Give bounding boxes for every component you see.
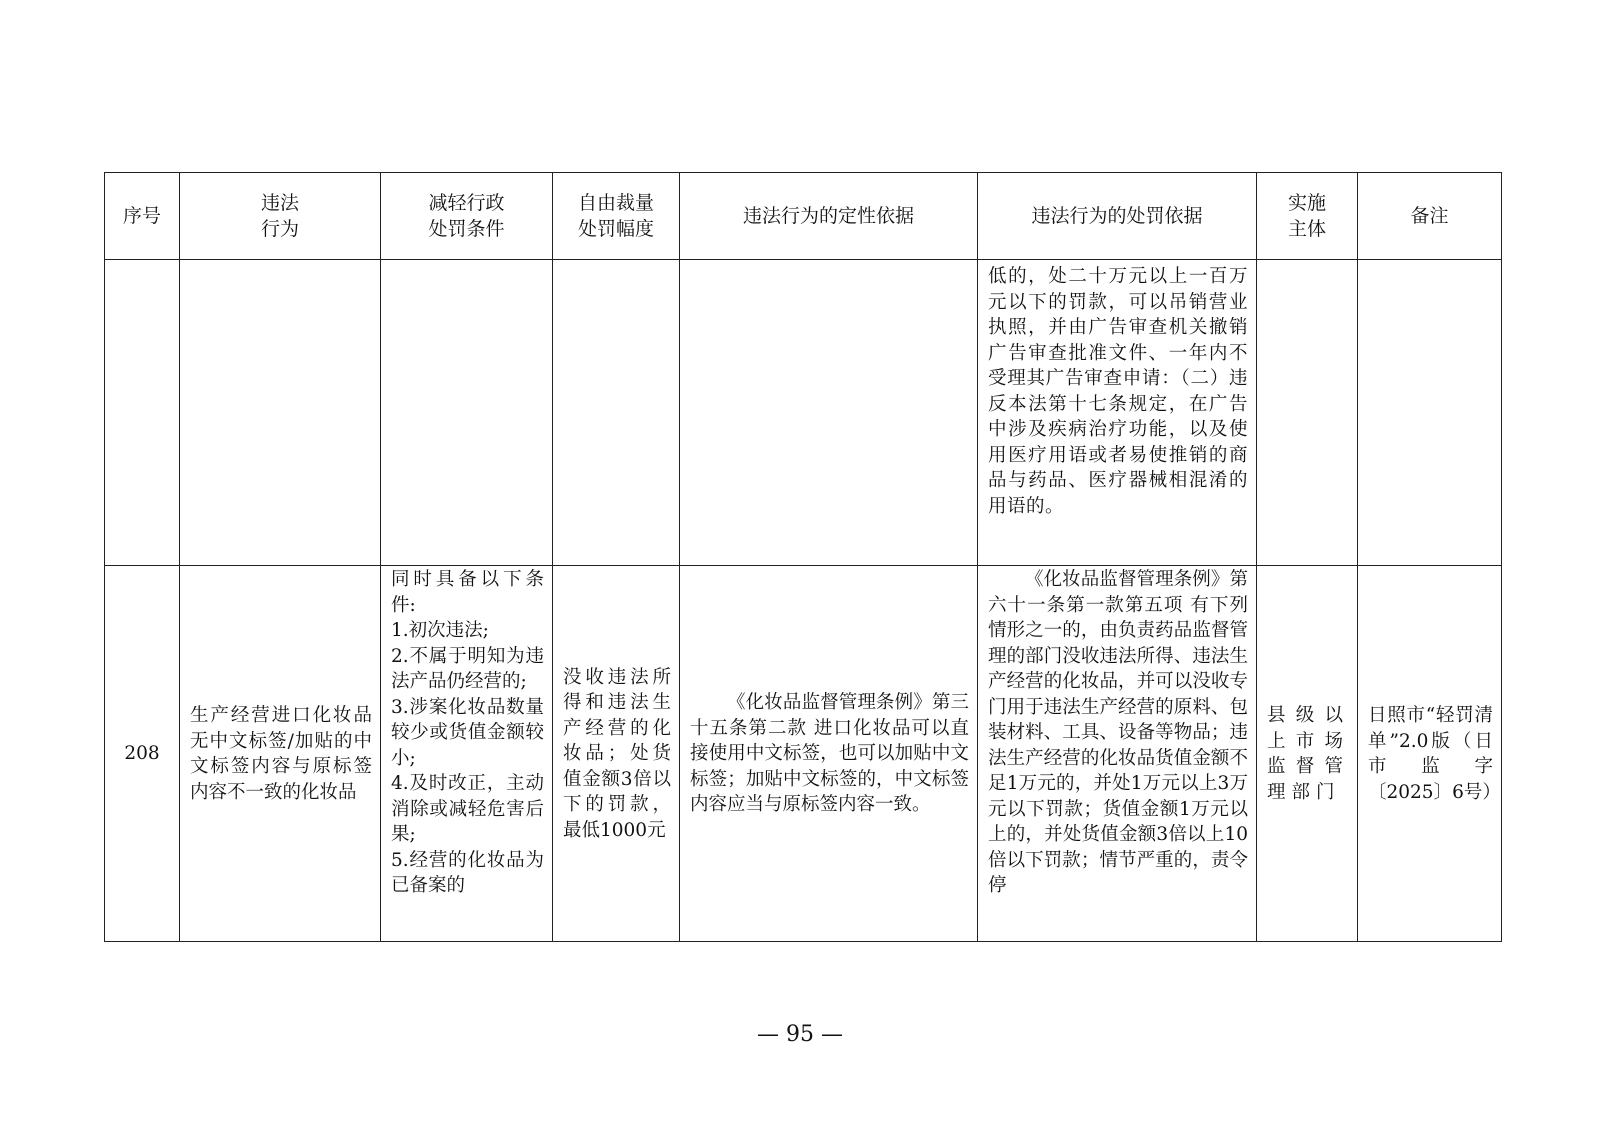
header-qualitative-basis: 违法行为的定性依据 [680,173,978,260]
header-remarks: 备注 [1358,173,1502,260]
cell-violation [180,566,381,942]
header-mitigation-conditions: 减轻行政 处罚条件 [381,173,553,260]
page-number: — 95 — [757,1022,843,1047]
cell-empty [105,260,180,566]
mitigation-conditions-text: 同时具备以下条件: 1.初次违法; 2.不属于明知为违法产品仍经营的; 3.涉案化妆品数量较少或货值金额较小; 4.及时改正，主动消除或减轻危害后果; 5.经营的化妆品为已备案的 [391,569,544,896]
cell-remarks [1358,566,1502,942]
cell-empty [680,260,978,566]
penalty-list-table [104,172,1502,942]
implementing-body-text: 县级以上市场监督管理部门 [1267,705,1349,803]
cell-implementing-body [1257,566,1358,942]
cell-punishment-basis [978,566,1257,942]
discretion-range-text: 没收违法所得和违法生产经营的化妆品；处货值金额3倍以下的罚款，最低1000元 [563,666,671,841]
violation-text: 生产经营进口化妆品无中文标签/加贴的中文标签内容与原标签内容不一致的化妆品 [190,705,372,803]
cell-continued-punishment-basis [978,260,1257,566]
header-discretion-range: 自由裁量 处罚幅度 [553,173,680,260]
header-implementing-body: 实施 主体 [1257,173,1358,260]
cell-empty [1257,260,1358,566]
cell-empty [381,260,553,566]
cell-mitigation-conditions [381,566,553,942]
continuation-row [105,260,1502,566]
cell-row-number [105,566,180,942]
header-violation: 违法 行为 [180,173,381,260]
cell-qualitative-basis [680,566,978,942]
cell-discretion-range [553,566,680,942]
cell-empty [1358,260,1502,566]
row-number: 208 [124,742,160,764]
header-punishment-basis: 违法行为的处罚依据 [978,173,1257,260]
remarks-text: 日照市“轻罚清单”2.0版（日市监字〔2025〕6号） [1368,705,1501,803]
cell-empty [553,260,680,566]
header-row [105,173,1502,260]
table-row [105,566,1502,942]
qualitative-basis-text: 《化妆品监督管理条例》第三十五条第二款 进口化妆品可以直接使用中文标签，也可以加贴中文标签；加贴中文标签的，中文标签内容应当与原标签内容一致。 [690,692,969,816]
continued-punishment-basis-text: 低的，处二十万元以上一百万元以下的罚款，可以吊销营业执照，并由广告审查机关撤销广告审查批准文件、一年内不受理其广告审查申请：（二）违反本法第十七条规定，在广告中涉及疾病治疗功能，以及使用医疗用语或者易使推销的商品与药品、医疗器械相混淆的用语的。 [988,266,1248,517]
header-serial-number: 序号 [105,173,180,260]
punishment-basis-text: 《化妆品监督管理条例》第六十一条第一款第五项 有下列情形之一的，由负责药品监督管理的部门没收违法所得、违法生产经营的化妆品，并可以没收专门用于违法生产经营的原料、包装材料、工具、设备等物品；违法生产经营的化妆品货值金额不足1万元的，并处1万元以上3万元以下罚款；货值金额1万元以上的，并处货值金额3倍以上10倍以下罚款；情节严重的，责令停 [988,569,1248,896]
cell-empty [180,260,381,566]
